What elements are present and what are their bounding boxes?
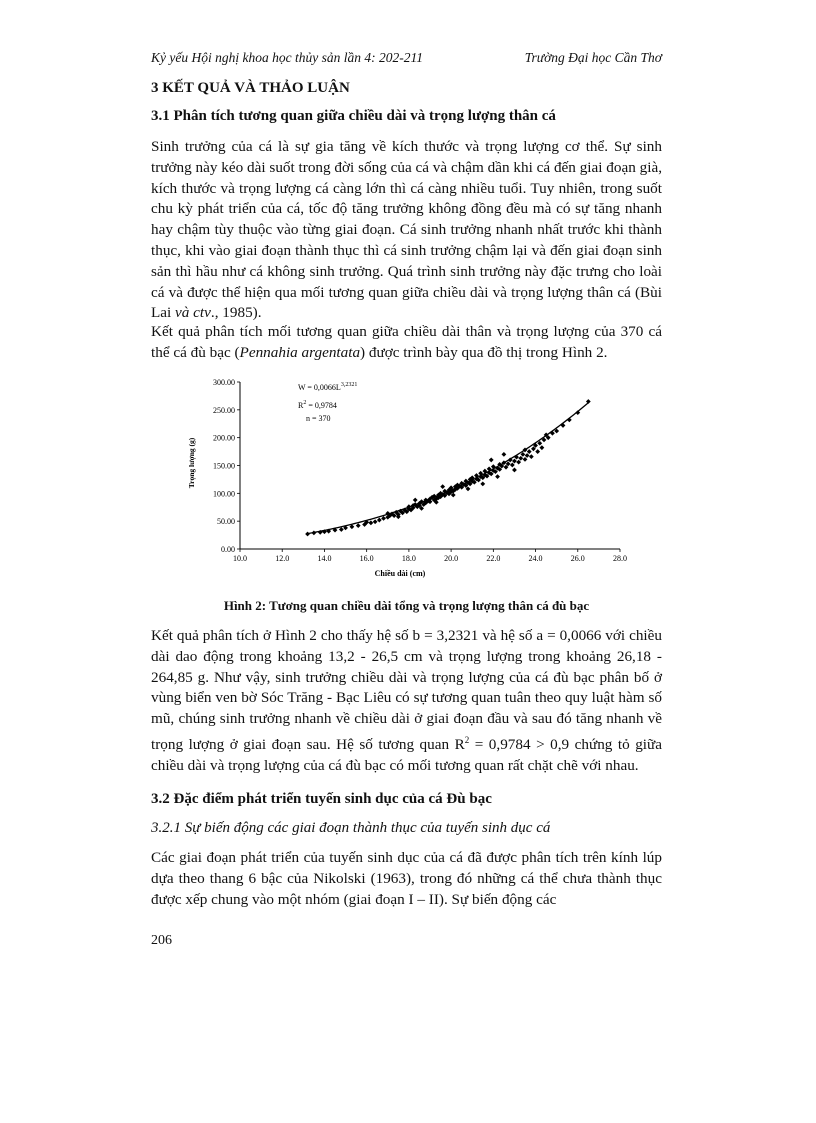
y-tick-label: 0.00 [221, 545, 235, 554]
paragraph-growth [151, 137, 662, 324]
data-point [516, 460, 521, 465]
running-header [151, 50, 662, 70]
paragraph-result-analysis [151, 626, 662, 777]
y-tick-label: 100.00 [213, 489, 235, 499]
data-point [510, 463, 515, 468]
y-tick-label: 50.00 [217, 517, 235, 527]
y-tick-label: 250.00 [213, 405, 235, 415]
section-3-2-1-title: 3.2.1 Sự biến động các giai đoạn thành thục của tuyến sinh dục cá [151, 820, 551, 836]
data-point [512, 459, 517, 464]
section-3-title: 3 KẾT QUẢ VÀ THẢO LUẬN [151, 80, 350, 96]
data-point [501, 452, 506, 457]
data-point [527, 449, 532, 454]
data-point [377, 518, 382, 523]
para2-text-b: ) được trình bày qua đồ thị trong Hình 2. [360, 343, 608, 361]
x-tick-label: 14.0 [317, 554, 332, 563]
chart-axes [240, 382, 620, 549]
data-point [368, 520, 373, 525]
data-point [413, 498, 418, 503]
data-point [539, 445, 544, 450]
data-point [535, 449, 540, 454]
x-tick-label: 18.0 [401, 554, 416, 563]
x-tick-label: 20.0 [444, 554, 459, 563]
y-tick-label: 150.00 [213, 461, 235, 471]
chart-x-label: Chiều dài (cm) [374, 569, 426, 578]
data-point [523, 457, 528, 462]
chart-ticks [213, 378, 627, 563]
section-3-1-title: 3.1 Phân tích tương quan giữa chiều dài và trọng lượng thân cá [151, 108, 556, 124]
section-3-2-title: 3.2 Đặc điểm phát triển tuyến sinh dục của cá Đù bạc [151, 791, 492, 807]
y-tick-label: 300.00 [213, 378, 235, 387]
x-tick-label: 22.0 [486, 554, 501, 563]
data-point [518, 456, 523, 461]
chart-points [305, 399, 591, 536]
data-point [525, 453, 530, 458]
para3-superscript: 2 [464, 734, 470, 745]
data-point [480, 481, 485, 486]
length-weight-scatter-chart [180, 368, 640, 590]
data-point [440, 484, 445, 489]
para1-end: ., 1985). [210, 304, 262, 322]
data-point [512, 468, 517, 473]
data-point [373, 519, 378, 524]
data-point [495, 474, 500, 479]
para2-text-a: Kết quả phân tích mối tương quan giữa chiều dài thân và trọng lượng của 370 cá thể cá đù bạc ( [151, 323, 662, 361]
paragraph-gonad-stages: Các giai đoạn phát triển của tuyến sinh dục của cá đã được phân tích trên kính lúp dựa theo thang 6 bậc của Nikolski (1963), trong đó những cá thể chưa thành thục được xếp chung vào một nhóm (giai đoạn I – II). Sự biến động các [151, 849, 662, 908]
figure-caption: Hình 2: Tương quan chiều dài tổng và trọng lượng thân cá đù bạc [223, 598, 590, 613]
para3-text-b: = 0,9784 > 0,9 chứng tỏ giữa chiều dài và trọng lượng của cá đù bạc có mối tương quan rất chặt chẽ với nhau. [151, 736, 663, 774]
para1-text: Sinh trưởng của cá là sự gia tăng về kích thước và trọng lượng cơ thể. Sự sinh trưởng này kéo dài suốt trong đời sống của cá và chậm dần khi cá đến giai đoạn già, kích thước và trọng lượng cá càng lớn thì cá càng nhiều tuổi. Tuy nhiên, trong suốt chu kỳ phát triển của cá, tốc độ tăng trưởng không đồng đều mà có sự tăng nhanh hay chậm tùy thuộc vào từng giai đoạn. Cá sinh trưởng nhanh nhất trước khi thành thục, khi vào giai đoạn thành thục thì cá sinh trưởng chậm lại và đến giai đoạn sinh sản thì hầu như cá không sinh trưởng. Quá trình sinh trưởng này đặc trưng cho loài cá và được thể hiện qua mối tương quan giữa chiều dài và trọng lượng thân cá (Bùi Lai [151, 138, 662, 322]
y-tick-label: 200.00 [213, 433, 235, 443]
data-point [356, 523, 361, 528]
regression-curve [308, 403, 589, 534]
header-left: Kỷ yếu Hội nghị khoa học thủy sản lần 4: 202-211 [151, 50, 423, 65]
chart-y-label: Trọng lượng (g) [187, 437, 196, 489]
chart-sample-size: n = 370 [306, 414, 331, 423]
para1-italic: và ctv [175, 304, 211, 322]
x-tick-label: 26.0 [570, 554, 585, 563]
page-number: 206 [151, 933, 172, 948]
x-tick-label: 16.0 [359, 554, 374, 563]
species-name: Pennahia argentata [239, 343, 361, 361]
x-tick-label: 12.0 [275, 554, 290, 563]
x-tick-label: 10.0 [233, 554, 247, 563]
data-point [529, 454, 534, 459]
header-right: Trường Đại học Cần Thơ [524, 50, 662, 65]
chart-equation: $W = 0,0066L^{3,2321}$ [298, 382, 358, 392]
chart-r-squared: $R^2 = 0,9784$ [298, 400, 337, 410]
x-tick-label: 24.0 [528, 554, 543, 563]
para3-text-a: Kết quả phân tích ở Hình 2 cho thấy hệ số b = 3,2321 và hệ số a = 0,0066 với chiều dài dao động trong khoảng 13,2 - 26,5 cm và trọng lượng trong khoảng 26,18 - 264,85 g. Như vậy, sinh trưởng chiều dài và trọng lượng của cá đù bạc phân bố ở vùng biển ven bờ Sóc Trăng - Bạc Liêu có sự tương quan tuân theo quy luật hàm số mũ, chúng sinh trưởng nhanh về chiều dài ở giai đoạn đầu và sau đó tăng nhanh về trọng lượng ở giai đoạn sau. Hệ số tương quan R [151, 627, 662, 754]
x-tick-label: 28.0 [613, 554, 627, 563]
data-point [489, 458, 494, 463]
paragraph-result-intro [151, 322, 662, 364]
data-point [381, 516, 386, 521]
data-point [339, 527, 344, 532]
